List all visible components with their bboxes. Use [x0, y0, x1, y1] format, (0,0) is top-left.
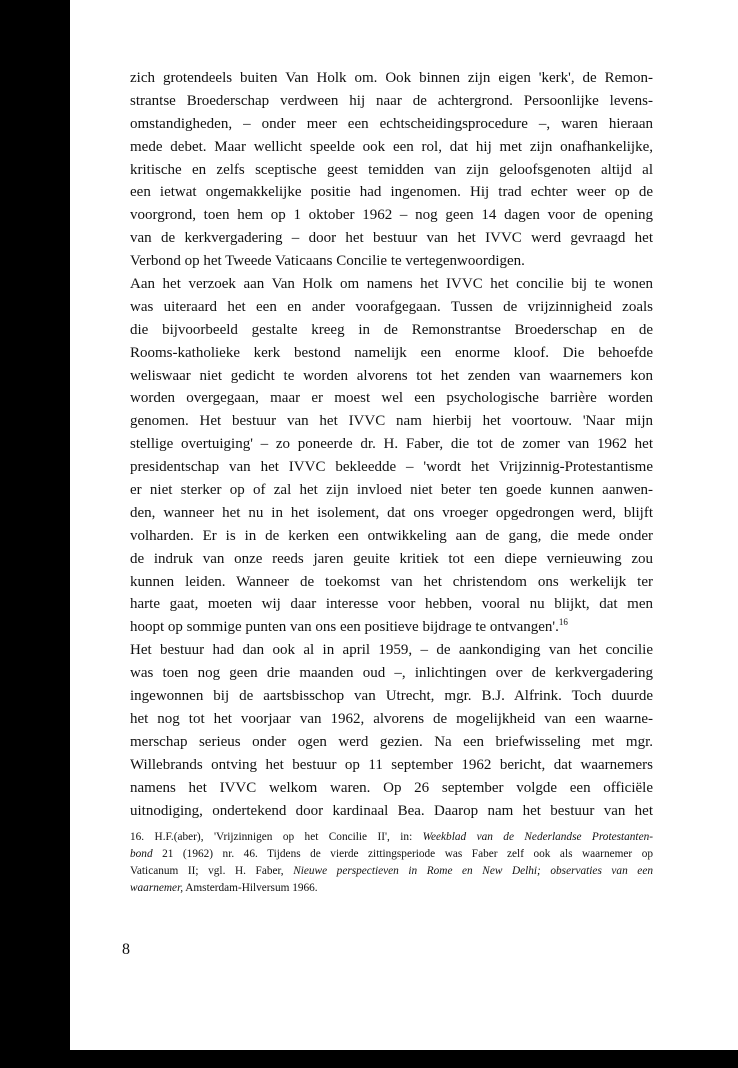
footnote-line: [130, 863, 653, 880]
text-line: den, wanneer het nu in het isolement, dat ons vroeger opgedrongen werd, blijft: [130, 504, 653, 521]
text-line: zich grotendeels buiten Van Holk om. Ook binnen zijn eigen 'kerk', de Remon-: [130, 70, 653, 86]
text-line: uitnodiging, ondertekend door kardinaal Bea. Daarop nam het bestuur van het: [130, 802, 653, 819]
text-line: er niet sterker op of zal het zijn invloed niet beter ten goede kunnen aanwen-: [130, 482, 653, 499]
text-line: worden overgegaan, maar er moest wel een psychologische barrière worden: [130, 390, 653, 407]
footnote-16: [130, 829, 653, 897]
footnote-text: Amsterdam-Hilversum 1966.: [183, 882, 318, 894]
text-line: stellige overtuiging' – zo poneerde dr. H. Faber, die tot de zomer van 1962 het: [130, 436, 653, 453]
text-line: voorgrond, toen hem op 1 oktober 1962 – nog geen 14 dagen voor de opening: [130, 207, 653, 224]
scan-edge-bottom: [0, 1050, 738, 1068]
text-line: omstandigheden, – onder meer een echtscheidingsprocedure –, waren hieraan: [130, 115, 653, 132]
footnote-reference[interactable]: 16: [558, 617, 568, 628]
text-line: Het bestuur had dan ook al in april 1959, – de aankondiging van het concilie: [130, 642, 653, 659]
footnote-line: [130, 846, 653, 863]
text-line: was uiteraard het een en ander voorafgegaan. Tussen de vrijzinnigheid zoals: [130, 298, 653, 315]
body-text: [130, 67, 653, 822]
text-line: namens het IVVC welkom waren. Op 26 september volgde een officiële: [130, 779, 653, 796]
text-line: ingewonnen bij de aartsbisschop van Utrecht, mgr. B.J. Alfrink. Toch duurde: [130, 688, 653, 705]
footnote-title: Weekblad van de Nederlandse Protestanten-: [422, 831, 653, 843]
text-line: mede debet. Maar wellicht speelde ook een rol, dat hij met zijn onafhankelijke,: [130, 138, 653, 155]
text-line: harte gaat, moeten wij daar interesse voor hebben, vooral nu blijkt, dat men: [130, 596, 653, 613]
text-line: genomen. Het bestuur van het IVVC nam hierbij het voortouw. 'Naar mijn: [130, 413, 653, 430]
footnote-title: bond: [130, 848, 153, 860]
page-number: 8: [122, 941, 130, 958]
text-line: het nog tot het voorjaar van 1962, alvorens de mogelijkheid van een waarne-: [130, 710, 653, 727]
text-line: Verbond op het Tweede Vaticaans Concilie te vertegenwoordigen.: [130, 253, 525, 270]
text-line: de indruk van onze reeds jaren geuite kritiek tot een diepe vernieuwing zou: [130, 550, 653, 567]
text-line: merschap serieus onder ogen werd gezien. Na een briefwisseling met mgr.: [130, 733, 653, 750]
text-line: die bijvoorbeeld gestalte kreeg in de Remonstrantse Broederschap en de: [130, 321, 653, 338]
footnote-title: waarnemer,: [130, 882, 184, 894]
text-line: presidentschap van het IVVC bekleedde – 'wordt het Vrijzinnig-Protestantisme: [130, 459, 653, 476]
text-line: [130, 616, 653, 639]
text-line: was toen nog geen drie maanden oud –, inlichtingen over de kerkvergadering: [130, 665, 653, 682]
footnote-title: Nieuwe perspectieven in Rome en New Delhi; observaties van een: [293, 865, 653, 877]
text-line: van de kerkvergadering – door het bestuur van het IVVC werd gevraagd het: [130, 230, 653, 247]
text-line: Willebrands ontving het bestuur op 11 september 1962 bericht, dat waarnemers: [130, 756, 653, 773]
text-line: een ietwat ongemakkelijke positie had ingenomen. Hij trad echter weer op de: [130, 184, 653, 201]
text-line-content: hoopt op sommige punten van ons een positieve bijdrage te ontvangen'.: [130, 619, 559, 636]
footnote-text: Vaticanum II; vgl. H. Faber,: [130, 865, 294, 877]
scan-edge-left: [0, 0, 70, 1068]
footnote-line: [130, 829, 653, 846]
text-line: Aan het verzoek aan Van Holk om namens het IVVC het concilie bij te wonen: [130, 276, 653, 293]
text-line: kritische en zelfs sceptische geest temidden van zijn geloofsgenoten altijd al: [130, 161, 653, 178]
text-line: Rooms-katholieke kerk bestond namelijk een enorme kloof. Die behoefde: [130, 344, 653, 361]
footnote-text: 16. H.F.(aber), 'Vrijzinnigen op het Concilie II', in:: [130, 831, 423, 843]
text-line: weliswaar niet gedicht te worden alvorens tot het zenden van waarnemers kon: [130, 367, 653, 384]
text-line: volharden. Er is in de kerken een ontwikkeling aan de gang, die mede onder: [130, 527, 653, 544]
text-line: strantse Broederschap verdween hij naar de achtergrond. Persoonlijke levens-: [130, 92, 653, 109]
footnote-text: 21 (1962) nr. 46. Tijdens de vierde zittingsperiode was Faber zelf ook als waarnemer op: [152, 848, 653, 860]
footnote-line: [130, 880, 653, 897]
text-line: kunnen leiden. Wanneer de toekomst van het christendom ons werkelijk ter: [130, 573, 653, 590]
